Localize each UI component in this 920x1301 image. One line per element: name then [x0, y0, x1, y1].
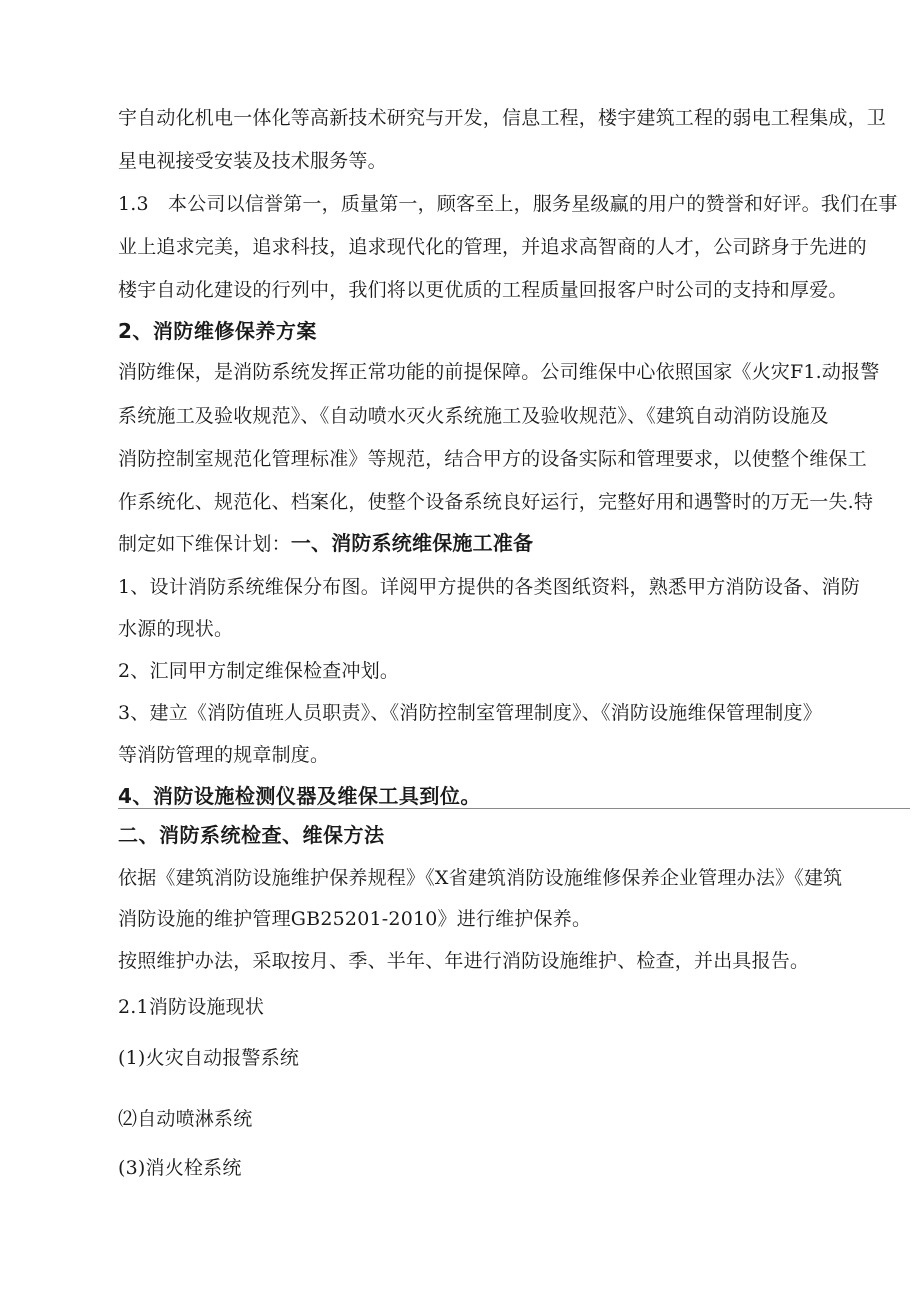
status-item-2: ⑵自动喷淋系统 [118, 1108, 253, 1130]
basis-paragraph-line: 依据《建筑消防设施维护保养规程》《X省建筑消防设施维修保养企业管理办法》《建筑 [118, 867, 843, 889]
basis-paragraph-line: 消防设施的维护管理GB25201-2010》进行维护保养。 [118, 908, 592, 930]
maintenance-paragraph-line: 消防维保，是消防系统发挥正常功能的前提保障。公司维保中心依照国家《火灾F1.动报警 [118, 361, 880, 383]
list-item-3-line: 等消防管理的规章制度。 [118, 744, 330, 766]
section-heading-preparation: 一、消防系统维保施工准备 [290, 531, 534, 555]
list-item-3-line: 3、建立《消防值班人员职责》、《消防控制室管理制度》、《消防设施维保管理制度》 [118, 702, 822, 724]
maintenance-plan-intro: 制定如下维保计划： [118, 533, 291, 555]
paragraph-1-3-line: 1.3 本公司以信誉第一，质量第一，顾客至上，服务星级赢的用户的赞誉和好评。我们在事 [118, 193, 898, 215]
list-item-4-heading: 4、消防设施检测仪器及维保工具到位。 [118, 784, 481, 808]
intro-text-line: 宇自动化机电一体化等高新技术研究与开发，信息工程，楼宇建筑工程的弱电工程集成，卫 [118, 107, 887, 129]
section-heading-inspection: 二、消防系统检查、维保方法 [118, 823, 385, 847]
list-item-1-line: 1、设计消防系统维保分布图。详阅甲方提供的各类图纸资料，熟悉甲方消防设备、消防 [118, 576, 860, 598]
method-paragraph: 按照维护办法，采取按月、季、半年、年进行消防设施维护、检查，并出具报告。 [118, 950, 810, 972]
list-item-1-line: 水源的现状。 [118, 618, 234, 640]
maintenance-paragraph-line [118, 531, 533, 556]
status-item-1: (1)火灾自动报警系统 [118, 1047, 300, 1069]
paragraph-1-3-line: 业上追求完美，追求科技，追求现代化的管理，并追求高智商的人才，公司跻身于先进的 [118, 236, 867, 258]
section-divider [118, 808, 910, 809]
maintenance-paragraph-line: 作系统化、规范化、档案化，使整个设备系统良好运行，完整好用和遇警时的万无一失.特 [118, 491, 874, 513]
maintenance-paragraph-line: 消防控制室规范化管理标准》等规范，结合甲方的设备实际和管理要求，以使整个维保工 [118, 448, 867, 470]
maintenance-paragraph-line: 系统施工及验收规范》、《自动喷水灭火系统施工及验收规范》、《建筑自动消防设施及 [118, 405, 829, 427]
subsection-2-1: 2.1消防设施现状 [118, 996, 265, 1018]
intro-text-line: 星电视接受安装及技术服务等。 [118, 150, 387, 172]
status-item-3: (3)消火栓系统 [118, 1157, 242, 1179]
section-heading-2: 2、消防维修保养方案 [118, 319, 317, 343]
paragraph-1-3-line: 楼宇自动化建设的行列中，我们将以更优质的工程质量回报客户时公司的支持和厚爱。 [118, 279, 848, 301]
list-item-2: 2、汇同甲方制定维保检查冲划。 [118, 660, 400, 682]
